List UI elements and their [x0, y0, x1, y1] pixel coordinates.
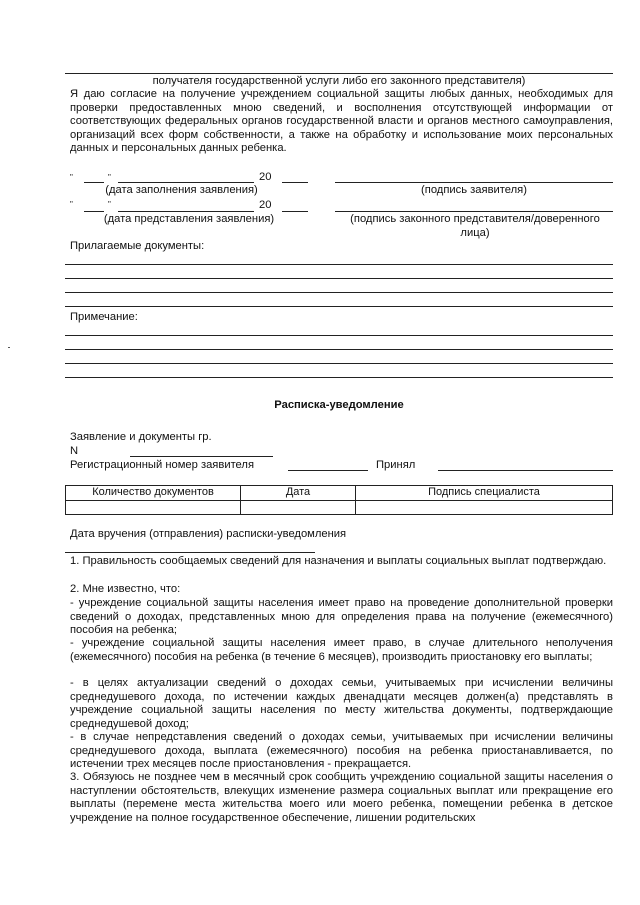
reg-number-line [288, 470, 368, 471]
note-line [65, 363, 613, 364]
year-line-2 [282, 211, 308, 212]
attached-line [65, 306, 613, 307]
applicant-name-line [65, 73, 613, 74]
note-label: Примечание: [70, 311, 138, 323]
margin-mark [8, 347, 10, 348]
consent-paragraph: Я даю согласие на получение учреждением социальной защиты любых данных, необходимых для проверки предоставленных мною сведений, и восполнения отсутствующей информации от соответствующих федеральных органов государственной власти и органов местного самоуправления, организаций всех форм собственности, а также на обработку и использование моих персональных данных и персональных данных ребенка. [70, 88, 613, 155]
receipt-table [65, 485, 613, 515]
year-prefix-1: 20 [259, 171, 272, 183]
handover-date-label: Дата вручения (отправления) расписки-уведомления [70, 528, 347, 540]
submit-date-caption: (дата представления заявления) [103, 213, 275, 225]
receipt-table-row [66, 500, 613, 514]
accepted-label: Принял [376, 459, 416, 471]
statement-3: 3. Обязуюсь не позднее чем в месячный срок сообщить учреждению социальной защиты населения о наступлении обстоятельств, влекущих изменение размера социальных выплат или прекращение его выплаты (перемене места жительства моего или моего ребенка, помещении ребенка в детское учреждение на полное государственное обеспечение, лишении родительских [70, 771, 613, 824]
statement-bullet-1: - учреждение социальной защиты населения имеет право на проведение дополнительной проверки сведений о доходах, представленных мною для определения права на получение (ежемесячного) пособия на ребенка; [70, 597, 613, 637]
day-line-1 [84, 182, 104, 183]
statement-2: 2. Мне известно, что: [70, 583, 181, 595]
application-name-line [228, 456, 273, 457]
attached-line [65, 264, 613, 265]
statement-bullet-4: - в случае непредставления сведений о доходах семьи, учитываемых при исчислении величины среднедушевого дохода, выплата (ежемесячного) пособия на ребенка приостанавливается, по истечении трех месяцев после приостановления - прекращается. [70, 731, 613, 771]
accepted-line [438, 470, 613, 471]
note-line [65, 377, 613, 378]
statement-1: 1. Правильность сообщаемых сведений для назначения и выплаты социальных выплат подтверждаю. [70, 555, 607, 567]
quote-close-2: " [108, 200, 111, 209]
table-cell [356, 500, 613, 514]
representative-signature-caption-1: (подпись законного представителя/доверенного [350, 213, 600, 225]
table-header-signature: Подпись специалиста [356, 486, 613, 501]
quote-close: " [108, 173, 111, 182]
applicant-signature-line [335, 182, 613, 183]
quote-open-2: " [70, 200, 73, 209]
applicant-signature-caption: (подпись заявителя) [421, 184, 527, 196]
table-cell [66, 500, 241, 514]
handover-date-line [65, 552, 315, 553]
table-cell [241, 500, 356, 514]
receipt-table-header-row [66, 486, 613, 501]
attached-line [65, 278, 613, 279]
reg-number-label: Регистрационный номер заявителя [70, 459, 254, 471]
applicant-line-caption: получателя государственной услуги либо его законного представителя) [152, 75, 526, 87]
day-line-2 [84, 211, 104, 212]
statement-bullet-2: - учреждение социальной защиты населения имеет право, в случае длительного неполучения (ежемесячного) пособия на ребенка (в течение 6 месяцев), производить приостановку его выплаты; [70, 637, 613, 663]
year-prefix-2: 20 [259, 199, 272, 211]
statement-bullet-3: - в целях актуализации сведений о доходах семьи, учитываемых при исчислении величины среднедушевого дохода, по истечении каждых двенадцати месяцев должен(а) представлять в учреждение социальной защиты населения по месту жительства документы, подтверждающие среднедушевой доход; [70, 677, 613, 730]
representative-signature-caption-2: лица) [460, 227, 490, 239]
month-line-1 [118, 182, 254, 183]
number-line [130, 456, 230, 457]
fill-date-caption: (дата заполнения заявления) [105, 184, 258, 196]
number-label: N [70, 445, 79, 457]
application-label: Заявление и документы гр. [70, 431, 212, 443]
note-line [65, 349, 613, 350]
quote-open: " [70, 173, 73, 182]
note-line [65, 335, 613, 336]
year-line-1 [282, 182, 308, 183]
table-header-count: Количество документов [66, 486, 241, 501]
attached-line [65, 292, 613, 293]
table-header-date: Дата [241, 486, 356, 501]
month-line-2 [118, 211, 254, 212]
receipt-title: Расписка-уведомление [274, 399, 404, 411]
attached-documents-label: Прилагаемые документы: [70, 240, 205, 252]
representative-signature-line [335, 211, 613, 212]
